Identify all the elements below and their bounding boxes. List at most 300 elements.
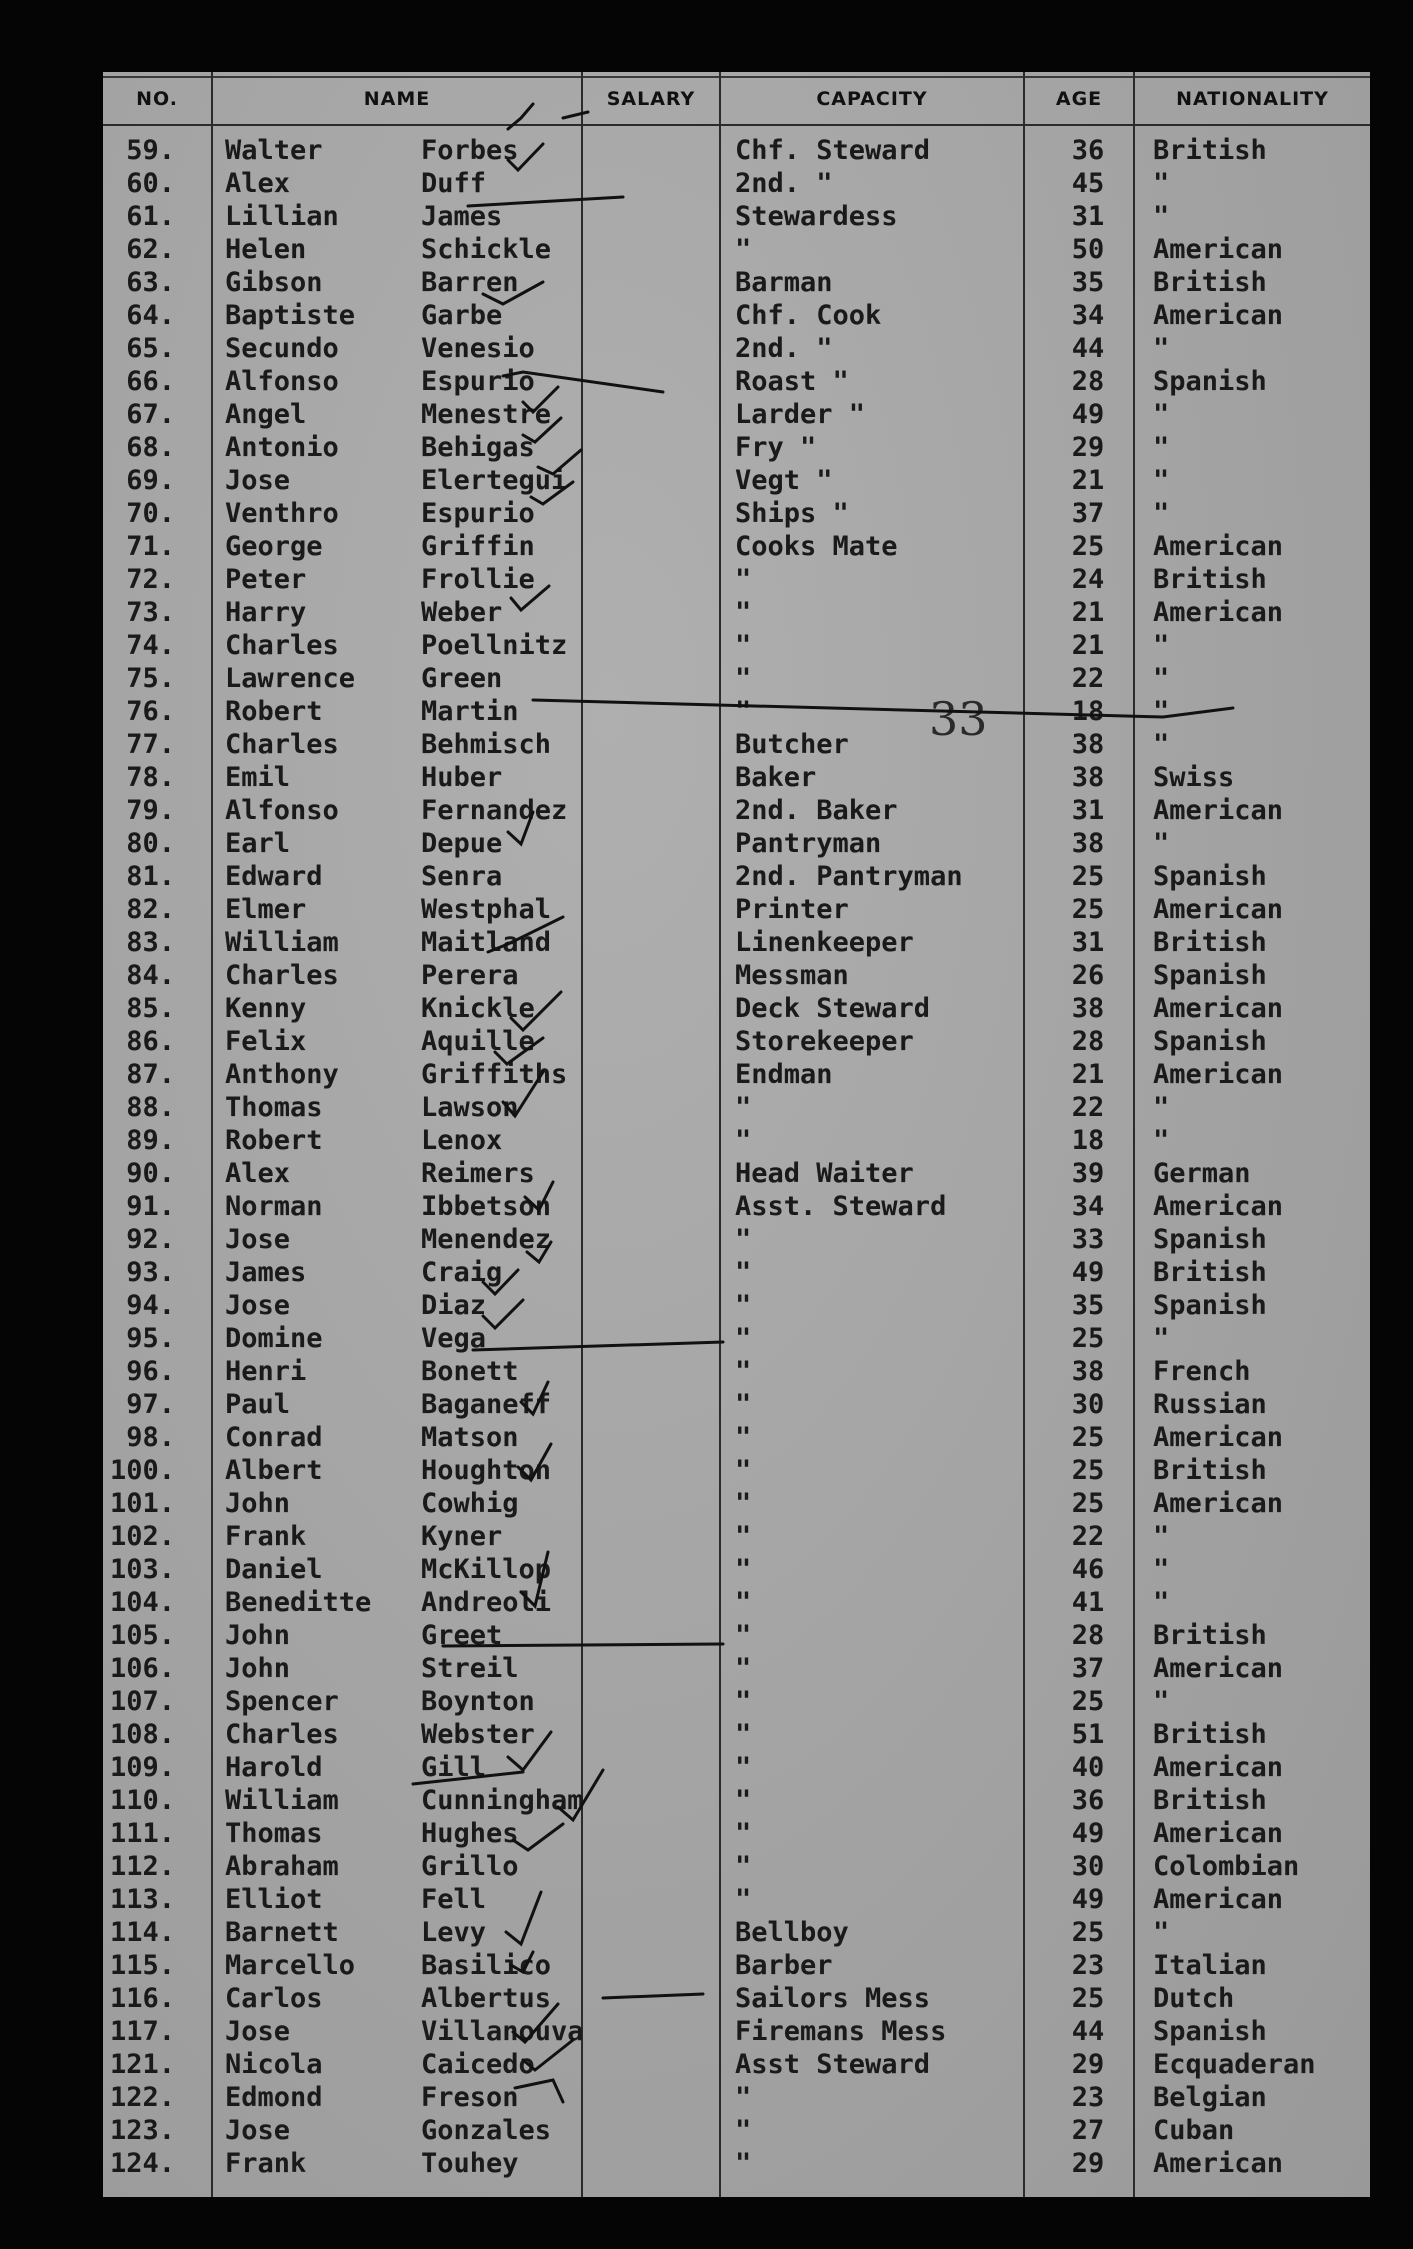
last-name: Westphal: [421, 894, 552, 925]
row-number: 77.: [126, 729, 175, 760]
capacity: ": [735, 234, 752, 265]
capacity: ": [735, 1554, 752, 1585]
nationality: ": [1153, 630, 1170, 661]
last-name: Menendez: [421, 1224, 552, 1255]
nationality: British: [1153, 927, 1267, 958]
table-row: [103, 1091, 1370, 1124]
first-name: Henri: [225, 1356, 307, 1387]
table-row: [103, 2114, 1370, 2147]
nationality: American: [1153, 1653, 1284, 1684]
table-row: [103, 1619, 1370, 1652]
nationality: ": [1153, 465, 1170, 496]
last-name: Lawson: [421, 1092, 519, 1123]
row-number: 86.: [126, 1026, 175, 1057]
table-row: [103, 497, 1370, 530]
last-name: Fernandez: [421, 795, 568, 826]
row-number: 70.: [126, 498, 175, 529]
capacity: ": [735, 1521, 752, 1552]
first-name: Domine: [225, 1323, 323, 1354]
last-name: Villanouva: [421, 2016, 584, 2047]
age: 18: [1071, 1125, 1105, 1156]
table-row: [103, 1421, 1370, 1454]
capacity: Sailors Mess: [735, 1983, 931, 2014]
capacity: Vegt ": [735, 465, 833, 496]
age: 22: [1071, 1092, 1105, 1123]
capacity: ": [735, 1290, 752, 1321]
nationality: German: [1153, 1158, 1251, 1189]
nationality: American: [1153, 894, 1284, 925]
table-row: [103, 1025, 1370, 1058]
last-name: Behmisch: [421, 729, 552, 760]
capacity: ": [735, 696, 752, 727]
table-row: [103, 1157, 1370, 1190]
top-rule: [103, 76, 1370, 78]
row-number: 71.: [126, 531, 175, 562]
first-name: Daniel: [225, 1554, 323, 1585]
last-name: Garbe: [421, 300, 503, 331]
last-name: Craig: [421, 1257, 503, 1288]
age: 24: [1071, 564, 1105, 595]
capacity: Butcher: [735, 729, 849, 760]
first-name: Jose: [225, 2016, 291, 2047]
nationality: American: [1153, 1818, 1284, 1849]
first-name: Charles: [225, 630, 339, 661]
table-row: [103, 1520, 1370, 1553]
last-name: Levy: [421, 1917, 487, 1948]
age: 29: [1071, 2148, 1105, 2179]
capacity: ": [735, 2148, 752, 2179]
age: 49: [1071, 1818, 1105, 1849]
nationality: British: [1153, 1785, 1267, 1816]
last-name: Baganeff: [421, 1389, 552, 1420]
age: 22: [1071, 1521, 1105, 1552]
nationality: ": [1153, 1587, 1170, 1618]
table-row: [103, 233, 1370, 266]
last-name: Espurio: [421, 498, 535, 529]
first-name: Frank: [225, 2148, 307, 2179]
row-number: 91.: [126, 1191, 175, 1222]
nationality: American: [1153, 234, 1284, 265]
table-row: [103, 1751, 1370, 1784]
row-number: 114.: [109, 1917, 175, 1948]
capacity: ": [735, 564, 752, 595]
row-number: 82.: [126, 894, 175, 925]
age: 26: [1071, 960, 1105, 991]
crew-list-sheet: [103, 72, 1370, 2197]
nationality: Swiss: [1153, 762, 1235, 793]
first-name: Baptiste: [225, 300, 356, 331]
age: 34: [1071, 300, 1105, 331]
capacity: ": [735, 1686, 752, 1717]
age: 37: [1071, 498, 1105, 529]
age: 31: [1071, 927, 1105, 958]
table-row: [103, 431, 1370, 464]
age: 33: [1071, 1224, 1105, 1255]
table-row: [103, 761, 1370, 794]
last-name: Aquille: [421, 1026, 535, 1057]
capacity: Storekeeper: [735, 1026, 914, 1057]
first-name: James: [225, 1257, 307, 1288]
header-rule: [103, 124, 1370, 126]
nationality: American: [1153, 597, 1284, 628]
capacity: Printer: [735, 894, 849, 925]
table-row: [103, 167, 1370, 200]
age: 49: [1071, 1884, 1105, 1915]
first-name: Edmond: [225, 2082, 323, 2113]
row-number: 92.: [126, 1224, 175, 1255]
table-row: [103, 530, 1370, 563]
age: 35: [1071, 267, 1105, 298]
row-number: 60.: [126, 168, 175, 199]
capacity: Chf. Steward: [735, 135, 931, 166]
table-row: [103, 1982, 1370, 2015]
row-number: 105.: [109, 1620, 175, 1651]
first-name: Peter: [225, 564, 307, 595]
age: 28: [1071, 1620, 1105, 1651]
nationality: American: [1153, 1884, 1284, 1915]
age: 25: [1071, 861, 1105, 892]
row-number: 62.: [126, 234, 175, 265]
last-name: Bonett: [421, 1356, 519, 1387]
table-row: [103, 596, 1370, 629]
row-number: 113.: [109, 1884, 175, 1915]
row-number: 59.: [126, 135, 175, 166]
capacity: ": [735, 1125, 752, 1156]
table-row: [103, 1916, 1370, 1949]
row-number: 81.: [126, 861, 175, 892]
row-number: 112.: [109, 1851, 175, 1882]
nationality: ": [1153, 1521, 1170, 1552]
first-name: Jose: [225, 465, 291, 496]
first-name: Harold: [225, 1752, 323, 1783]
table-row: [103, 1487, 1370, 1520]
last-name: Cowhig: [421, 1488, 519, 1519]
first-name: Alex: [225, 1158, 291, 1189]
capacity: Asst. Steward: [735, 1191, 947, 1222]
row-number: 63.: [126, 267, 175, 298]
age: 21: [1071, 465, 1105, 496]
table-row: [103, 992, 1370, 1025]
age: 25: [1071, 1686, 1105, 1717]
row-number: 61.: [126, 201, 175, 232]
first-name: Thomas: [225, 1818, 323, 1849]
table-row: [103, 1388, 1370, 1421]
first-name: Harry: [225, 597, 307, 628]
nationality: Russian: [1153, 1389, 1267, 1420]
nationality: ": [1153, 399, 1170, 430]
row-number: 111.: [109, 1818, 175, 1849]
last-name: Menestre: [421, 399, 552, 430]
capacity: Cooks Mate: [735, 531, 898, 562]
capacity: ": [735, 1257, 752, 1288]
age: 46: [1071, 1554, 1105, 1585]
capacity: 2nd. ": [735, 333, 833, 364]
capacity: Bellboy: [735, 1917, 849, 1948]
row-number: 117.: [109, 2016, 175, 2047]
table-row: [103, 332, 1370, 365]
first-name: Charles: [225, 729, 339, 760]
first-name: John: [225, 1620, 291, 1651]
nationality: American: [1153, 1191, 1284, 1222]
row-number: 74.: [126, 630, 175, 661]
table-row: [103, 1553, 1370, 1586]
capacity: ": [735, 1818, 752, 1849]
row-number: 124.: [109, 2148, 175, 2179]
table-row: [103, 1355, 1370, 1388]
age: 34: [1071, 1191, 1105, 1222]
nationality: ": [1153, 1323, 1170, 1354]
capacity: Head Waiter: [735, 1158, 914, 1189]
last-name: Fell: [421, 1884, 487, 1915]
row-number: 68.: [126, 432, 175, 463]
first-name: Jose: [225, 1224, 291, 1255]
page-stamp: 33: [929, 692, 988, 746]
age: 38: [1071, 1356, 1105, 1387]
first-name: Elmer: [225, 894, 307, 925]
first-name: Gibson: [225, 267, 323, 298]
age: 49: [1071, 1257, 1105, 1288]
nationality: Ecquaderan: [1153, 2049, 1316, 2080]
table-row: [103, 563, 1370, 596]
row-number: 98.: [126, 1422, 175, 1453]
table-row: [103, 1784, 1370, 1817]
nationality: ": [1153, 498, 1170, 529]
first-name: Venthro: [225, 498, 339, 529]
nationality: ": [1153, 168, 1170, 199]
age: 35: [1071, 1290, 1105, 1321]
capacity: ": [735, 630, 752, 661]
last-name: Boynton: [421, 1686, 535, 1717]
table-row: [103, 1454, 1370, 1487]
row-number: 76.: [126, 696, 175, 727]
capacity: Roast ": [735, 366, 849, 397]
nationality: American: [1153, 1059, 1284, 1090]
row-number: 66.: [126, 366, 175, 397]
nationality: ": [1153, 828, 1170, 859]
table-row: [103, 827, 1370, 860]
age: 28: [1071, 366, 1105, 397]
age: 21: [1071, 597, 1105, 628]
first-name: Alfonso: [225, 795, 339, 826]
last-name: Reimers: [421, 1158, 535, 1189]
table-row: [103, 1256, 1370, 1289]
header-salary: SALARY: [606, 88, 696, 110]
table-row: [103, 134, 1370, 167]
last-name: Andreoli: [421, 1587, 552, 1618]
last-name: Streil: [421, 1653, 519, 1684]
capacity: ": [735, 1224, 752, 1255]
capacity: Deck Steward: [735, 993, 931, 1024]
first-name: Robert: [225, 696, 323, 727]
nationality: ": [1153, 1686, 1170, 1717]
nationality: Belgian: [1153, 2082, 1267, 2113]
age: 30: [1071, 1389, 1105, 1420]
capacity: ": [735, 597, 752, 628]
table-row: [103, 1058, 1370, 1091]
first-name: John: [225, 1653, 291, 1684]
header-age: AGE: [1055, 88, 1103, 110]
table-row: [103, 1190, 1370, 1223]
last-name: Elertegui: [421, 465, 568, 496]
last-name: Duff: [421, 168, 487, 199]
first-name: Robert: [225, 1125, 323, 1156]
table-row: [103, 2048, 1370, 2081]
last-name: Griffin: [421, 531, 535, 562]
table-row: [103, 794, 1370, 827]
age: 25: [1071, 1455, 1105, 1486]
first-name: John: [225, 1488, 291, 1519]
table-row: [103, 1718, 1370, 1751]
age: 23: [1071, 2082, 1105, 2113]
first-name: William: [225, 927, 339, 958]
table-row: [103, 1223, 1370, 1256]
first-name: Jose: [225, 2115, 291, 2146]
header-name: NAME: [363, 88, 431, 110]
last-name: Kyner: [421, 1521, 503, 1552]
last-name: Albertus: [421, 1983, 552, 2014]
age: 38: [1071, 993, 1105, 1024]
nationality: Spanish: [1153, 1224, 1267, 1255]
last-name: Behigas: [421, 432, 535, 463]
age: 29: [1071, 2049, 1105, 2080]
row-number: 121.: [109, 2049, 175, 2080]
first-name: Elliot: [225, 1884, 323, 1915]
table-row: [103, 299, 1370, 332]
age: 18: [1071, 696, 1105, 727]
row-number: 108.: [109, 1719, 175, 1750]
last-name: Griffiths: [421, 1059, 568, 1090]
first-name: Secundo: [225, 333, 339, 364]
last-name: James: [421, 201, 503, 232]
capacity: 2nd. Baker: [735, 795, 898, 826]
first-name: Jose: [225, 1290, 291, 1321]
nationality: American: [1153, 2148, 1284, 2179]
row-number: 69.: [126, 465, 175, 496]
age: 40: [1071, 1752, 1105, 1783]
row-number: 75.: [126, 663, 175, 694]
capacity: 2nd. ": [735, 168, 833, 199]
row-number: 93.: [126, 1257, 175, 1288]
capacity: ": [735, 1488, 752, 1519]
first-name: Abraham: [225, 1851, 339, 1882]
table-row: [103, 662, 1370, 695]
capacity: ": [735, 1455, 752, 1486]
table-row: [103, 1652, 1370, 1685]
first-name: Charles: [225, 1719, 339, 1750]
last-name: Cunningham: [421, 1785, 584, 1816]
last-name: Houghton: [421, 1455, 552, 1486]
row-number: 95.: [126, 1323, 175, 1354]
capacity: Baker: [735, 762, 817, 793]
age: 25: [1071, 1323, 1105, 1354]
row-number: 115.: [109, 1950, 175, 1981]
row-number: 89.: [126, 1125, 175, 1156]
nationality: American: [1153, 1422, 1284, 1453]
first-name: Alex: [225, 168, 291, 199]
first-name: Earl: [225, 828, 291, 859]
table-row: [103, 1883, 1370, 1916]
first-name: William: [225, 1785, 339, 1816]
row-number: 65.: [126, 333, 175, 364]
first-name: Felix: [225, 1026, 307, 1057]
last-name: Gill: [421, 1752, 487, 1783]
age: 38: [1071, 762, 1105, 793]
table-row: [103, 1124, 1370, 1157]
age: 31: [1071, 201, 1105, 232]
nationality: ": [1153, 696, 1170, 727]
age: 25: [1071, 531, 1105, 562]
first-name: George: [225, 531, 323, 562]
row-number: 102.: [109, 1521, 175, 1552]
last-name: Espurio: [421, 366, 535, 397]
age: 27: [1071, 2115, 1105, 2146]
age: 44: [1071, 2016, 1105, 2047]
capacity: Barber: [735, 1950, 833, 1981]
last-name: Gonzales: [421, 2115, 552, 2146]
table-row: [103, 1289, 1370, 1322]
capacity: ": [735, 1719, 752, 1750]
capacity: Ships ": [735, 498, 849, 529]
nationality: Spanish: [1153, 960, 1267, 991]
row-number: 79.: [126, 795, 175, 826]
nationality: Italian: [1153, 1950, 1267, 1981]
nationality: American: [1153, 1488, 1284, 1519]
nationality: British: [1153, 1620, 1267, 1651]
first-name: Frank: [225, 1521, 307, 1552]
first-name: Norman: [225, 1191, 323, 1222]
row-number: 110.: [109, 1785, 175, 1816]
capacity: 2nd. Pantryman: [735, 861, 963, 892]
table-row: [103, 2147, 1370, 2180]
last-name: Basilico: [421, 1950, 552, 1981]
row-number: 78.: [126, 762, 175, 793]
capacity: ": [735, 2115, 752, 2146]
table-row: [103, 1685, 1370, 1718]
row-number: 67.: [126, 399, 175, 430]
capacity: ": [735, 1323, 752, 1354]
first-name: Charles: [225, 960, 339, 991]
last-name: Grillo: [421, 1851, 519, 1882]
last-name: Perera: [421, 960, 519, 991]
table-row: [103, 365, 1370, 398]
nationality: ": [1153, 1092, 1170, 1123]
last-name: Green: [421, 663, 503, 694]
capacity: Stewardess: [735, 201, 898, 232]
capacity: ": [735, 1587, 752, 1618]
first-name: Marcello: [225, 1950, 356, 1981]
last-name: McKillop: [421, 1554, 552, 1585]
row-number: 100.: [109, 1455, 175, 1486]
nationality: ": [1153, 729, 1170, 760]
last-name: Knickle: [421, 993, 535, 1024]
row-number: 116.: [109, 1983, 175, 2014]
first-name: Emil: [225, 762, 291, 793]
last-name: Huber: [421, 762, 503, 793]
table-row: [103, 2015, 1370, 2048]
age: 37: [1071, 1653, 1105, 1684]
age: 38: [1071, 828, 1105, 859]
first-name: Antonio: [225, 432, 339, 463]
nationality: British: [1153, 135, 1267, 166]
row-number: 72.: [126, 564, 175, 595]
nationality: Spanish: [1153, 861, 1267, 892]
age: 25: [1071, 894, 1105, 925]
age: 50: [1071, 234, 1105, 265]
last-name: Barren: [421, 267, 519, 298]
table-row: [103, 728, 1370, 761]
last-name: Venesio: [421, 333, 535, 364]
last-name: Lenox: [421, 1125, 503, 1156]
